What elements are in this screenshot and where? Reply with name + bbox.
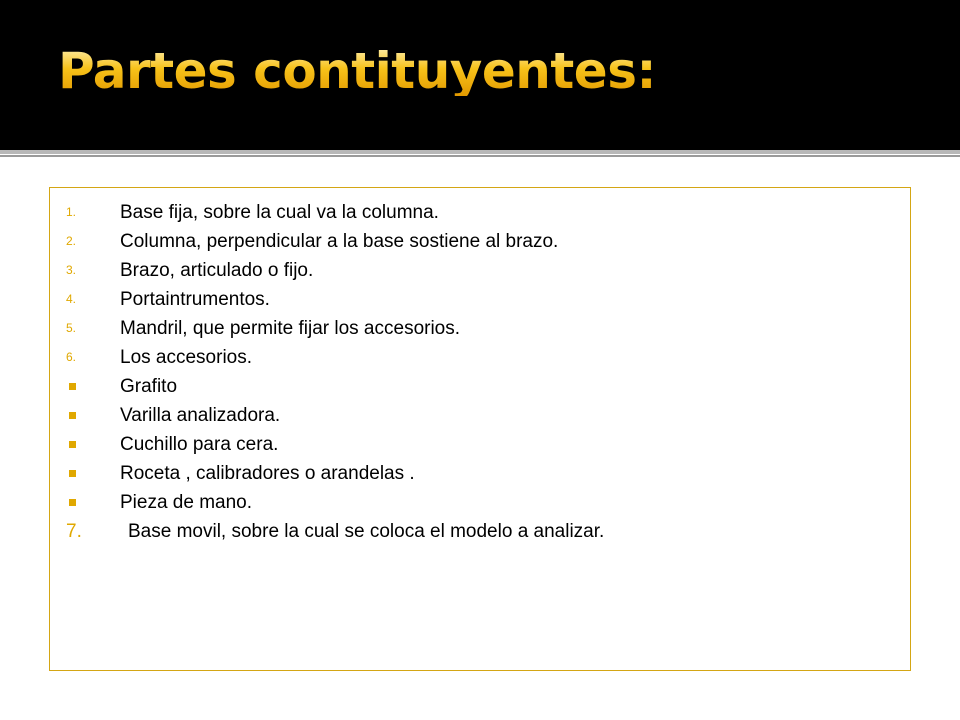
list-item-text: Base movil, sobre la cual se coloca el modelo a analizar. [128, 521, 605, 542]
list-number: 7. [66, 521, 82, 542]
list-item-text: Los accesorios. [120, 347, 253, 368]
square-bullet-icon [69, 412, 76, 419]
list-number: 4. [66, 292, 77, 306]
list-number: 2. [66, 234, 77, 248]
divider-thin [0, 155, 960, 157]
slide-title: Partes contituyentes: [58, 42, 656, 100]
list-item-text: Grafito [120, 376, 178, 397]
square-bullet-icon [69, 383, 76, 390]
list-number: 1. [66, 205, 77, 219]
list-number: 6. [66, 350, 77, 364]
list-number: 5. [66, 321, 77, 335]
list-item-text: Portaintrumentos. [120, 289, 270, 310]
list-item-text: Columna, perpendicular a la base sostiene al brazo. [120, 231, 559, 252]
square-bullet-icon [69, 441, 76, 448]
list-item-text: Pieza de mano. [120, 492, 253, 513]
list-item-text: Roceta , calibradores o arandelas . [120, 463, 415, 484]
list-item-text: Mandril, que permite fijar los accesorios. [120, 318, 461, 339]
list-item-text: Cuchillo para cera. [120, 434, 279, 455]
square-bullet-icon [69, 499, 76, 506]
square-bullet-icon [69, 470, 76, 477]
list-item-text: Varilla analizadora. [120, 405, 281, 426]
list-item-text: Brazo, articulado o fijo. [120, 260, 314, 281]
title-bar [0, 0, 960, 150]
divider-thick [0, 150, 960, 154]
list-item-text: Base fija, sobre la cual va la columna. [120, 202, 439, 223]
list-number: 3. [66, 263, 77, 277]
